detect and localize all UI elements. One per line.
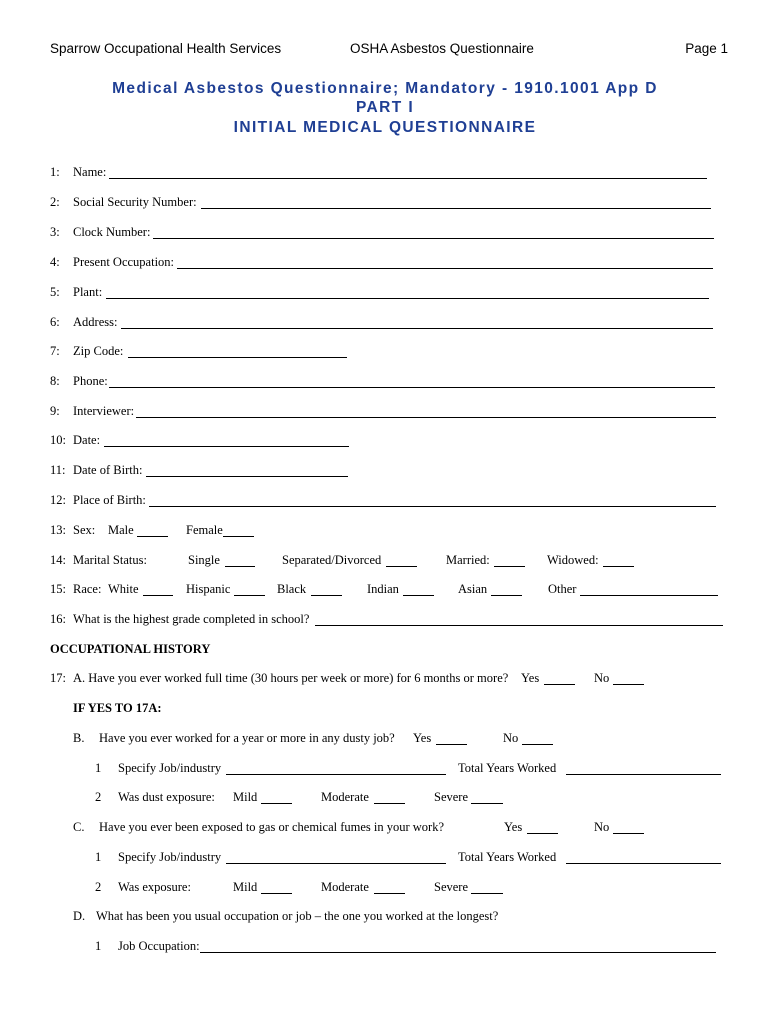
item-number: 1 <box>95 761 102 775</box>
clock-number-label: Clock Number: <box>73 225 151 239</box>
occupational-history-heading: OCCUPATIONAL HISTORY <box>50 642 211 656</box>
race-white-label: White <box>108 582 139 596</box>
sex-male-field[interactable] <box>137 536 168 537</box>
present-occupation-field[interactable] <box>177 268 713 269</box>
title-line2: PART I <box>355 99 415 116</box>
field-number: 12: <box>50 493 66 507</box>
q17b-yes-label: Yes <box>413 731 432 745</box>
address-label: Address: <box>73 315 118 329</box>
q17b2-mild-field[interactable] <box>261 803 292 804</box>
field-number: 17: <box>50 671 66 685</box>
q17c-text: Have you ever been exposed to gas or chemical fumes in your work? <box>99 820 445 834</box>
q17a-yes-field[interactable] <box>544 684 575 685</box>
marital-separated-label: Separated/Divorced <box>282 553 382 567</box>
race-black-field[interactable] <box>311 595 342 596</box>
race-label: Race: <box>73 582 102 596</box>
marital-married-label: Married: <box>446 553 490 567</box>
race-other-field[interactable] <box>580 595 718 596</box>
q17b1-job-field[interactable] <box>226 774 446 775</box>
race-white-field[interactable] <box>143 595 173 596</box>
field-number: 9: <box>50 404 60 418</box>
race-other-label: Other <box>548 582 577 596</box>
q17a-text: A. Have you ever worked full time (30 hours per week or more) for 6 months or more? <box>73 671 509 685</box>
race-asian-field[interactable] <box>491 595 522 596</box>
q17b-no-label: No <box>503 731 519 745</box>
q17c-no-label: No <box>594 820 610 834</box>
q17a-no-field[interactable] <box>613 684 644 685</box>
phone-label: Phone: <box>73 374 108 388</box>
marital-separated-field[interactable] <box>386 566 417 567</box>
if-yes-17a-heading: IF YES TO 17A: <box>73 701 162 715</box>
race-hispanic-field[interactable] <box>234 595 265 596</box>
field-number: 3: <box>50 225 60 239</box>
name-label: Name: <box>73 165 107 179</box>
present-occupation-label: Present Occupation: <box>73 255 175 269</box>
interviewer-label: Interviewer: <box>73 404 135 418</box>
marital-single-label: Single <box>188 553 220 567</box>
phone-field[interactable] <box>109 387 715 388</box>
field-number: 10: <box>50 433 66 447</box>
marital-widowed-field[interactable] <box>603 566 634 567</box>
item-number: 1 <box>95 850 102 864</box>
q17d1-field[interactable] <box>200 952 716 953</box>
title-line3: INITIAL MEDICAL QUESTIONNAIRE <box>233 119 537 136</box>
race-asian-label: Asian <box>458 582 488 596</box>
ssn-label: Social Security Number: <box>73 195 197 209</box>
q17d1-label: Job Occupation: <box>118 939 200 953</box>
zip-code-field[interactable] <box>128 357 347 358</box>
q17c2-mild-label: Mild <box>233 880 258 894</box>
date-of-birth-field[interactable] <box>146 476 348 477</box>
q17c1-job-label: Specify Job/industry <box>118 850 222 864</box>
q17b-text: Have you ever worked for a year or more in any dusty job? <box>99 731 395 745</box>
q17c2-severe-field[interactable] <box>471 893 503 894</box>
field-number: 16: <box>50 612 66 626</box>
header-center: OSHA Asbestos Questionnaire <box>350 41 534 56</box>
q17b1-job-label: Specify Job/industry <box>118 761 222 775</box>
q17b1-years-label: Total Years Worked <box>458 761 557 775</box>
plant-label: Plant: <box>73 285 103 299</box>
field-number: 5: <box>50 285 60 299</box>
q17c2-text: Was exposure: <box>118 880 191 894</box>
clock-number-field[interactable] <box>153 238 714 239</box>
question-letter: B. <box>73 731 85 745</box>
question-letter: C. <box>73 820 85 834</box>
name-field[interactable] <box>109 178 707 179</box>
question-letter: D. <box>73 909 86 923</box>
q17c-yes-label: Yes <box>504 820 523 834</box>
q17d-text: What has been you usual occupation or job – the one you worked at the longest? <box>96 909 499 923</box>
item-number: 2 <box>95 790 102 804</box>
item-number: 2 <box>95 880 102 894</box>
sex-female-field[interactable] <box>223 536 254 537</box>
field-number: 13: <box>50 523 66 537</box>
field-number: 4: <box>50 255 60 269</box>
q17b2-moderate-field[interactable] <box>374 803 405 804</box>
header-left: Sparrow Occupational Health Services <box>50 41 282 56</box>
q17b-yes-field[interactable] <box>436 744 467 745</box>
q17b2-text: Was dust exposure: <box>118 790 215 804</box>
q17b2-mild-label: Mild <box>233 790 258 804</box>
marital-status-label: Marital Status: <box>73 553 147 567</box>
q17c1-years-field[interactable] <box>566 863 721 864</box>
q17c-no-field[interactable] <box>613 833 644 834</box>
race-indian-field[interactable] <box>403 595 434 596</box>
marital-married-field[interactable] <box>494 566 525 567</box>
q17b1-years-field[interactable] <box>566 774 721 775</box>
field-number: 2: <box>50 195 60 209</box>
q17a-no-label: No <box>594 671 610 685</box>
zip-code-label: Zip Code: <box>73 344 124 358</box>
interviewer-field[interactable] <box>136 417 716 418</box>
header-page: Page 1 <box>685 41 728 56</box>
sex-male-label: Male <box>108 523 134 537</box>
field-number: 14: <box>50 553 66 567</box>
q17c-yes-field[interactable] <box>527 833 558 834</box>
q17a-yes-label: Yes <box>521 671 540 685</box>
q17c2-moderate-label: Moderate <box>321 880 369 894</box>
marital-single-field[interactable] <box>225 566 255 567</box>
q17c2-moderate-field[interactable] <box>374 893 405 894</box>
date-of-birth-label: Date of Birth: <box>73 463 143 477</box>
address-field[interactable] <box>121 328 713 329</box>
date-field[interactable] <box>104 446 349 447</box>
field-number: 15: <box>50 582 66 596</box>
q17b2-severe-label: Severe <box>434 790 469 804</box>
field-number: 8: <box>50 374 60 388</box>
ssn-field[interactable] <box>201 208 711 209</box>
place-of-birth-label: Place of Birth: <box>73 493 146 507</box>
q17b2-moderate-label: Moderate <box>321 790 369 804</box>
date-label: Date: <box>73 433 101 447</box>
q17c2-severe-label: Severe <box>434 880 469 894</box>
q17c2-mild-field[interactable] <box>261 893 292 894</box>
marital-widowed-label: Widowed: <box>547 553 599 567</box>
highest-grade-field[interactable] <box>315 625 723 626</box>
field-number: 7: <box>50 344 60 358</box>
field-number: 1: <box>50 165 60 179</box>
race-black-label: Black <box>277 582 307 596</box>
item-number: 1 <box>95 939 102 953</box>
q17c1-job-field[interactable] <box>226 863 446 864</box>
title-line1: Medical Asbestos Questionnaire; Mandatory - 1910.1001 App D <box>112 80 658 97</box>
field-number: 11: <box>50 463 66 477</box>
highest-grade-label: What is the highest grade completed in school? <box>73 612 310 626</box>
sex-label: Sex: <box>73 523 96 537</box>
place-of-birth-field[interactable] <box>149 506 716 507</box>
q17c1-years-label: Total Years Worked <box>458 850 557 864</box>
field-number: 6: <box>50 315 60 329</box>
sex-female-label: Female <box>186 523 223 537</box>
race-hispanic-label: Hispanic <box>186 582 231 596</box>
plant-field[interactable] <box>106 298 709 299</box>
q17b-no-field[interactable] <box>522 744 553 745</box>
q17b2-severe-field[interactable] <box>471 803 503 804</box>
race-indian-label: Indian <box>367 582 399 596</box>
